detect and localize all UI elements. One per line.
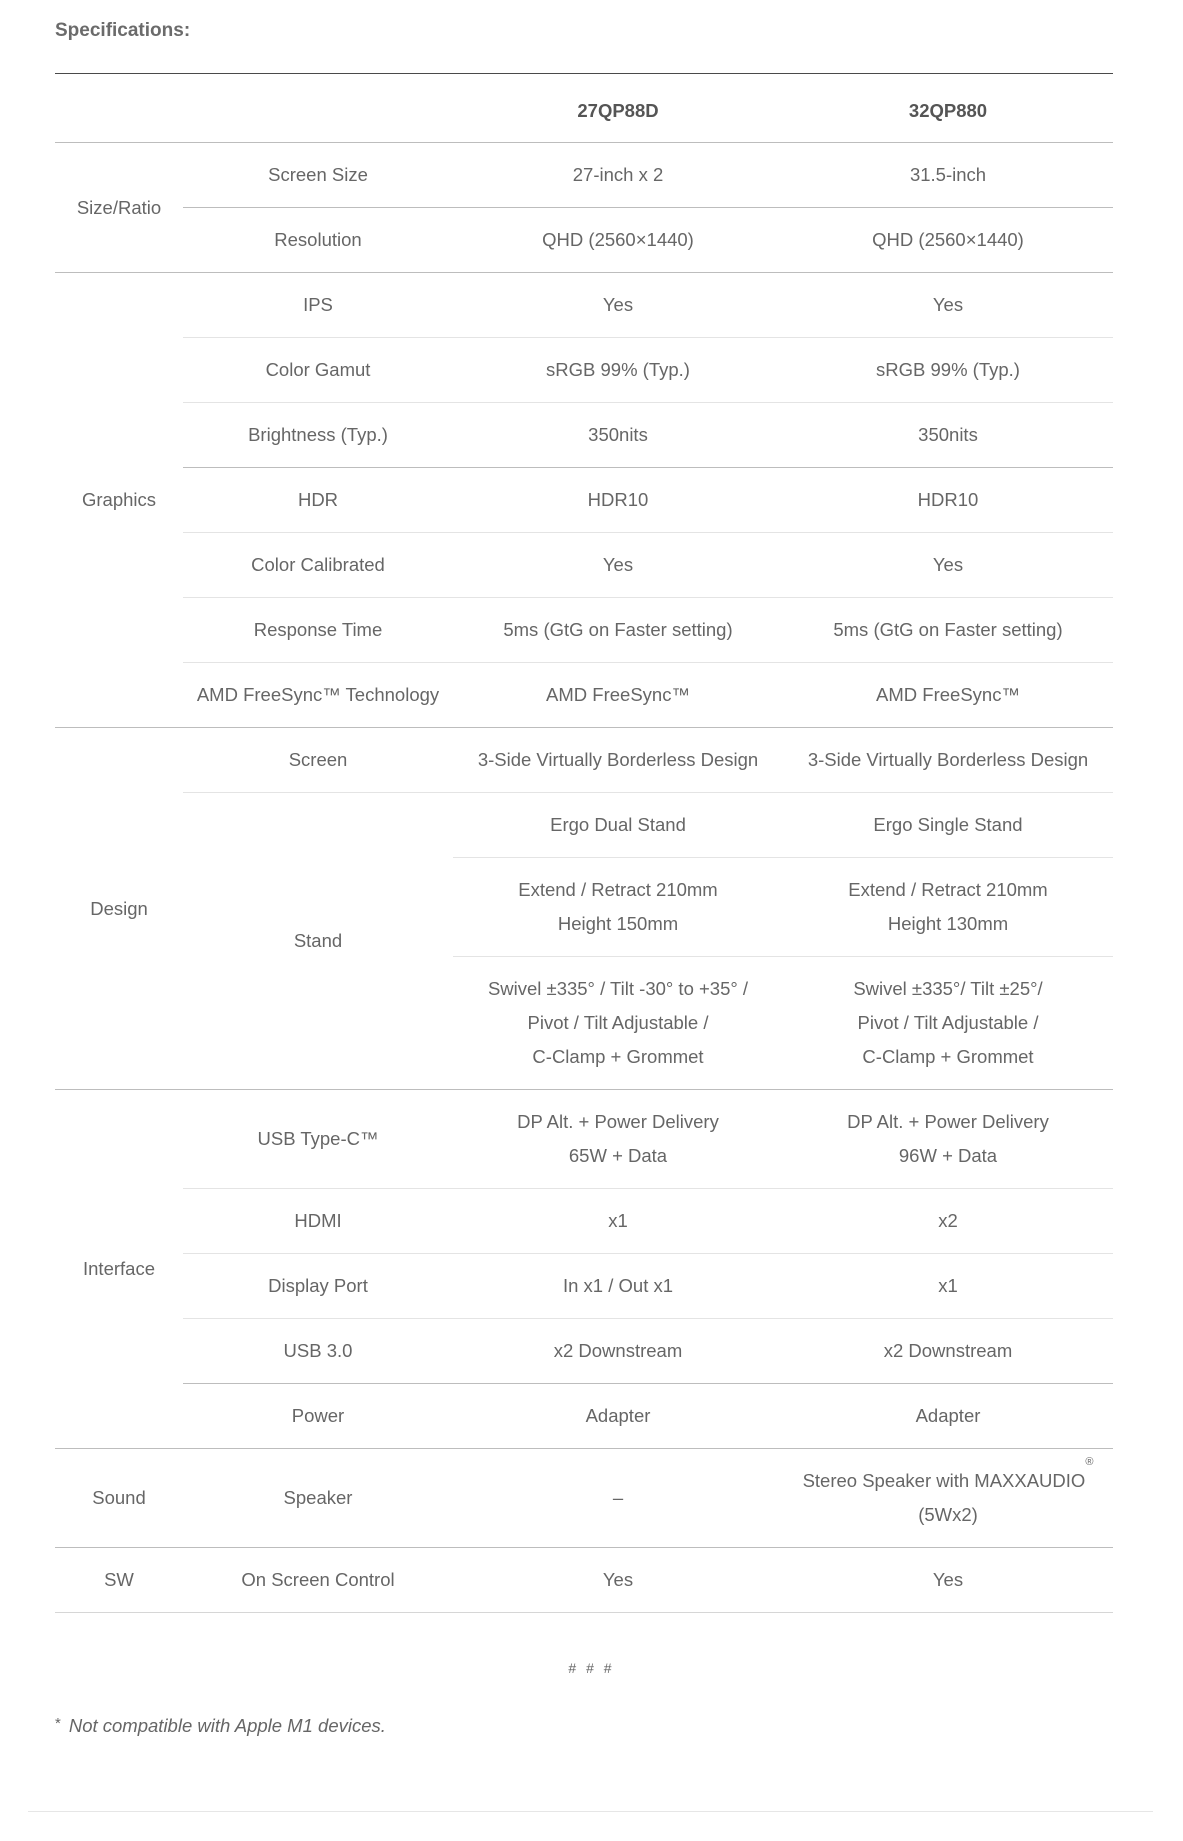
table-row <box>55 1449 1113 1548</box>
footnote-marker: * <box>55 1715 61 1732</box>
spec-value-b: Yes <box>783 533 1113 598</box>
table-row <box>55 1319 1113 1384</box>
value-line: Extend / Retract 210mm <box>518 879 718 900</box>
table-row <box>55 663 1113 728</box>
spec-value-a: – <box>453 1449 783 1548</box>
table-header-row <box>55 74 1113 143</box>
category-graphics: Graphics <box>55 273 183 728</box>
spec-value-a: Ergo Dual Stand <box>453 793 783 858</box>
spec-label: IPS <box>183 273 453 338</box>
spec-value-a: Yes <box>453 533 783 598</box>
spec-label: Resolution <box>183 208 453 273</box>
spec-value-b: x2 <box>783 1189 1113 1254</box>
category-sw: SW <box>55 1548 183 1613</box>
footnote-text: Not compatible with Apple M1 devices. <box>68 1715 386 1736</box>
spec-value-b: Ergo Single Stand <box>783 793 1113 858</box>
spec-value-a: sRGB 99% (Typ.) <box>453 338 783 403</box>
table-row <box>55 793 1113 858</box>
spec-value-b: 3-Side Virtually Borderless Design <box>783 728 1113 793</box>
spec-label: Speaker <box>183 1449 453 1548</box>
spec-value-a: Adapter <box>453 1384 783 1449</box>
spec-label: Color Gamut <box>183 338 453 403</box>
spec-value-a: 5ms (GtG on Faster setting) <box>453 598 783 663</box>
value-line: C-Clamp + Grommet <box>862 1046 1034 1067</box>
table-row <box>55 1548 1113 1613</box>
spec-label: AMD FreeSync™ Technology <box>183 663 453 728</box>
value-line: 96W + Data <box>898 1145 998 1166</box>
spec-value-a: 27-inch x 2 <box>453 143 783 208</box>
category-sound: Sound <box>55 1449 183 1548</box>
speaker-text: Stereo Speaker with MAXXAUDIO <box>802 1470 1086 1491</box>
spec-label: Power <box>183 1384 453 1449</box>
spec-label: Screen Size <box>183 143 453 208</box>
value-line: Swivel ±335°/ Tilt ±25°/ <box>853 978 1043 999</box>
header-empty-cell <box>55 74 183 143</box>
spec-value-b: Adapter <box>783 1384 1113 1449</box>
spec-value-a: 3-Side Virtually Borderless Design <box>453 728 783 793</box>
spec-label: Response Time <box>183 598 453 663</box>
value-line: Swivel ±335° / Tilt -30° to +35° / <box>487 978 749 999</box>
value-line: Extend / Retract 210mm <box>848 879 1048 900</box>
value-line: DP Alt. + Power Delivery <box>847 1111 1049 1132</box>
end-mark: # # # <box>568 1660 615 1676</box>
value-line: Height 130mm <box>887 913 1009 934</box>
spec-label: HDR <box>183 468 453 533</box>
spec-value-b <box>783 858 1113 957</box>
footnote <box>55 1715 386 1737</box>
value-line: (5Wx2) <box>918 1504 978 1525</box>
table-row <box>55 208 1113 273</box>
table-row <box>55 338 1113 403</box>
spec-label: USB Type-C™ <box>183 1090 453 1189</box>
table-row <box>55 1254 1113 1319</box>
spec-value-a: QHD (2560×1440) <box>453 208 783 273</box>
table-row <box>55 598 1113 663</box>
spec-value-a <box>453 1090 783 1189</box>
spec-value-b: 31.5-inch <box>783 143 1113 208</box>
spec-value-a <box>453 858 783 957</box>
table-row <box>55 468 1113 533</box>
spec-value-b <box>783 1090 1113 1189</box>
spec-value-b: AMD FreeSync™ <box>783 663 1113 728</box>
table-row <box>55 273 1113 338</box>
spec-label: On Screen Control <box>183 1548 453 1613</box>
spec-value-a: x2 Downstream <box>453 1319 783 1384</box>
header-model-a: 27QP88D <box>577 100 659 121</box>
table-row <box>55 403 1113 468</box>
spec-label: Stand <box>183 793 453 1090</box>
table-row <box>55 1090 1113 1189</box>
header-empty-cell <box>183 74 453 143</box>
spec-value-b: 350nits <box>783 403 1113 468</box>
spec-value-b <box>783 1449 1113 1548</box>
header-model-b: 32QP880 <box>908 100 988 121</box>
divider <box>28 1811 1153 1812</box>
category-interface: Interface <box>55 1090 183 1449</box>
spec-value-b: sRGB 99% (Typ.) <box>783 338 1113 403</box>
spec-value-a: HDR10 <box>453 468 783 533</box>
spec-label: Display Port <box>183 1254 453 1319</box>
spec-value-b: QHD (2560×1440) <box>783 208 1113 273</box>
table-row <box>55 1384 1113 1449</box>
category-size-ratio: Size/Ratio <box>55 143 183 273</box>
spec-label: Color Calibrated <box>183 533 453 598</box>
spec-value-a <box>453 957 783 1090</box>
value-line: Pivot / Tilt Adjustable / <box>527 1012 709 1033</box>
spec-value-b: Yes <box>783 1548 1113 1613</box>
value-line: Height 150mm <box>557 913 679 934</box>
table-row <box>55 728 1113 793</box>
value-line: 65W + Data <box>568 1145 668 1166</box>
value-line <box>789 1456 1107 1498</box>
spec-value-b: HDR10 <box>783 468 1113 533</box>
spec-value-a: x1 <box>453 1189 783 1254</box>
spec-value-b: 5ms (GtG on Faster setting) <box>783 598 1113 663</box>
spec-value-b: x2 Downstream <box>783 1319 1113 1384</box>
registered-mark: ® <box>1085 1456 1094 1468</box>
spec-label: USB 3.0 <box>183 1319 453 1384</box>
specifications-table <box>55 73 1113 1613</box>
spec-value-b: x1 <box>783 1254 1113 1319</box>
spec-value-a: In x1 / Out x1 <box>453 1254 783 1319</box>
value-line: DP Alt. + Power Delivery <box>517 1111 719 1132</box>
spec-value-a: Yes <box>453 273 783 338</box>
spec-value-b: Yes <box>783 273 1113 338</box>
spec-value-a: Yes <box>453 1548 783 1613</box>
category-design: Design <box>55 728 183 1090</box>
spec-label: HDMI <box>183 1189 453 1254</box>
spec-value-a: AMD FreeSync™ <box>453 663 783 728</box>
spec-label: Screen <box>183 728 453 793</box>
spec-label: Brightness (Typ.) <box>183 403 453 468</box>
value-line: C-Clamp + Grommet <box>532 1046 704 1067</box>
table-row <box>55 143 1113 208</box>
table-row <box>55 533 1113 598</box>
value-line: Pivot / Tilt Adjustable / <box>857 1012 1039 1033</box>
specifications-heading: Specifications: <box>55 20 191 41</box>
spec-value-b <box>783 957 1113 1090</box>
table-row <box>55 1189 1113 1254</box>
spec-value-a: 350nits <box>453 403 783 468</box>
